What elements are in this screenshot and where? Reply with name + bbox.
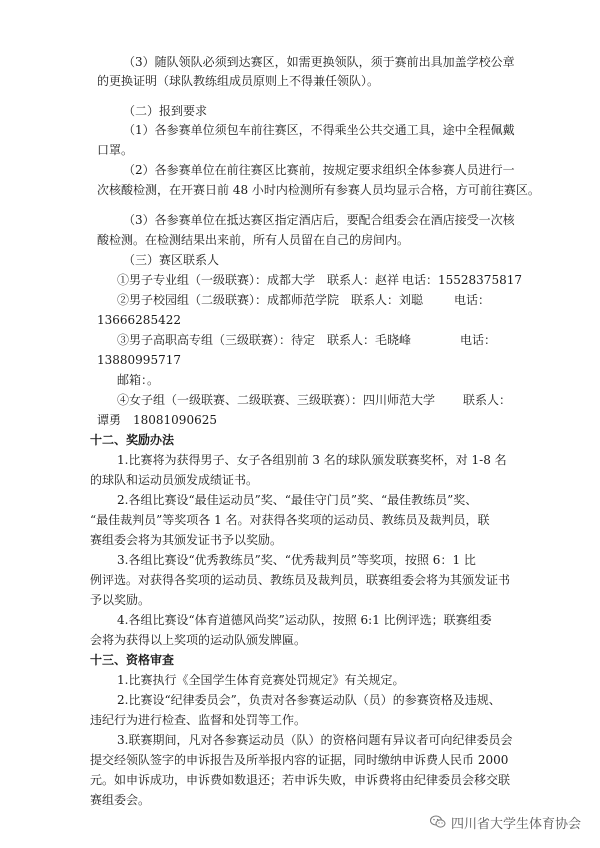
para-line: 违纪行为进行检查、监督和处罚等工作。 (90, 713, 307, 727)
contact-email: 邮箱：。 (117, 373, 160, 387)
contact-phone: 13880995717 (97, 353, 181, 367)
footer-text: 四川省大学生体育协会 (451, 816, 582, 832)
para-line: 4.各组比赛设“体育道德风尚奖”运动队，按照 6:1 比例评选；联赛组委 (117, 613, 492, 627)
subsection-heading: （三）赛区联系人 (123, 253, 220, 267)
para-line: “最佳裁判员”等奖项各 1 名。对获得各奖项的运动员、教练员及裁判员，联 (90, 513, 490, 527)
para-line: 酸检测。在检测结果出来前，所有人员留在自己的房间内。 (97, 233, 410, 247)
footer-watermark (430, 813, 581, 831)
para-line: 1.比赛将为获得男子、女子各组别前 3 名的球队颁发联赛奖杯，对 1-8 名 (117, 453, 507, 467)
para-line: 予以奖励。 (90, 593, 151, 607)
contact-phone: 谭勇 18081090625 (97, 413, 217, 427)
para-line: 元。如申诉成功，申诉费如数退还；若申诉失败，申诉费将由纪律委员会移交联 (90, 773, 511, 787)
contact-phone: 电话：15528375817 (402, 273, 522, 287)
contact-line: ③男子高职高专组（三级联赛）：待定 联系人：毛晓峰 (117, 333, 412, 347)
subsection-heading: （二）报到要求 (123, 104, 208, 118)
para-line: 的更换证明（球队教练组成员原则上不得兼任领队）。 (97, 74, 380, 88)
contact-line: ②男子校园组（二级联赛）：成都师范学院 联系人：刘聪 (117, 293, 424, 307)
contact-line: ④女子组（一级联赛、二级联赛、三级联赛）：四川师范大学 (117, 393, 436, 407)
para-line: （3）随队领队必须到达赛区，如需更换领队，须于赛前出具加盖学校公章 (123, 55, 515, 69)
para-line: （1）各参赛单位须包车前往赛区，不得乘坐公共交通工具，途中全程佩戴 (123, 123, 515, 137)
contact-phone-label: 电话： (454, 293, 491, 307)
para-line: （2）各参赛单位在前往赛区比赛前，按规定要求组织全体参赛人员进行一 (123, 163, 515, 177)
para-line: 例评选。对获得各奖项的运动员、教练员及裁判员，联赛组委会将为其颁发证书 (90, 573, 511, 587)
para-line: （3）各参赛单位在抵达赛区指定酒店后，要配合组委会在酒店接受一次核 (123, 213, 515, 227)
section-heading: 十二、奖励办法 (90, 433, 175, 447)
para-line: 2.各组比赛设“最佳运动员”奖、“最佳守门员”奖、“最佳教练员”奖、 (117, 493, 478, 507)
section-heading: 十三、资格审查 (90, 653, 175, 667)
para-line: 会将为获得以上奖项的运动队颁发牌匾。 (90, 633, 307, 647)
contact-line: ①男子专业组（一级联赛）：成都大学 联系人：赵祥 (117, 273, 400, 287)
para-line: 2.比赛设“纪律委员会”，负责对各参赛运动队（员）的参赛资格及违规、 (117, 693, 501, 707)
wechat-icon (430, 815, 446, 829)
para-line: 次核酸检测，在开赛日前 48 小时内检测所有参赛人员均显示合格，方可前往赛区。 (97, 183, 540, 197)
para-line: 口罩。 (97, 143, 134, 157)
contact-person-label: 联系人： (463, 393, 512, 407)
para-line: 的球队和运动员颁发成绩证书。 (90, 473, 259, 487)
contact-phone-label: 电话： (460, 333, 497, 347)
para-line: 赛组委会将为其颁发证书予以奖励。 (90, 533, 283, 547)
para-line: 3.联赛期间，凡对各参赛运动员（队）的资格问题有异议者可向纪律委员会 (117, 733, 513, 747)
para-line: 1.比赛执行《全国学生体育竞赛处罚规定》有关规定。 (117, 673, 405, 687)
para-line: 赛组委会。 (90, 793, 151, 807)
para-line: 提交经领队签字的申诉报告及所举报内容的证据，同时缴纳申诉费人民币 2000 (90, 753, 509, 767)
para-line: 3.各组比赛设“优秀教练员”奖、“优秀裁判员”等奖项，按照 6：1 比 (117, 553, 476, 567)
contact-phone: 13666285422 (97, 313, 181, 327)
